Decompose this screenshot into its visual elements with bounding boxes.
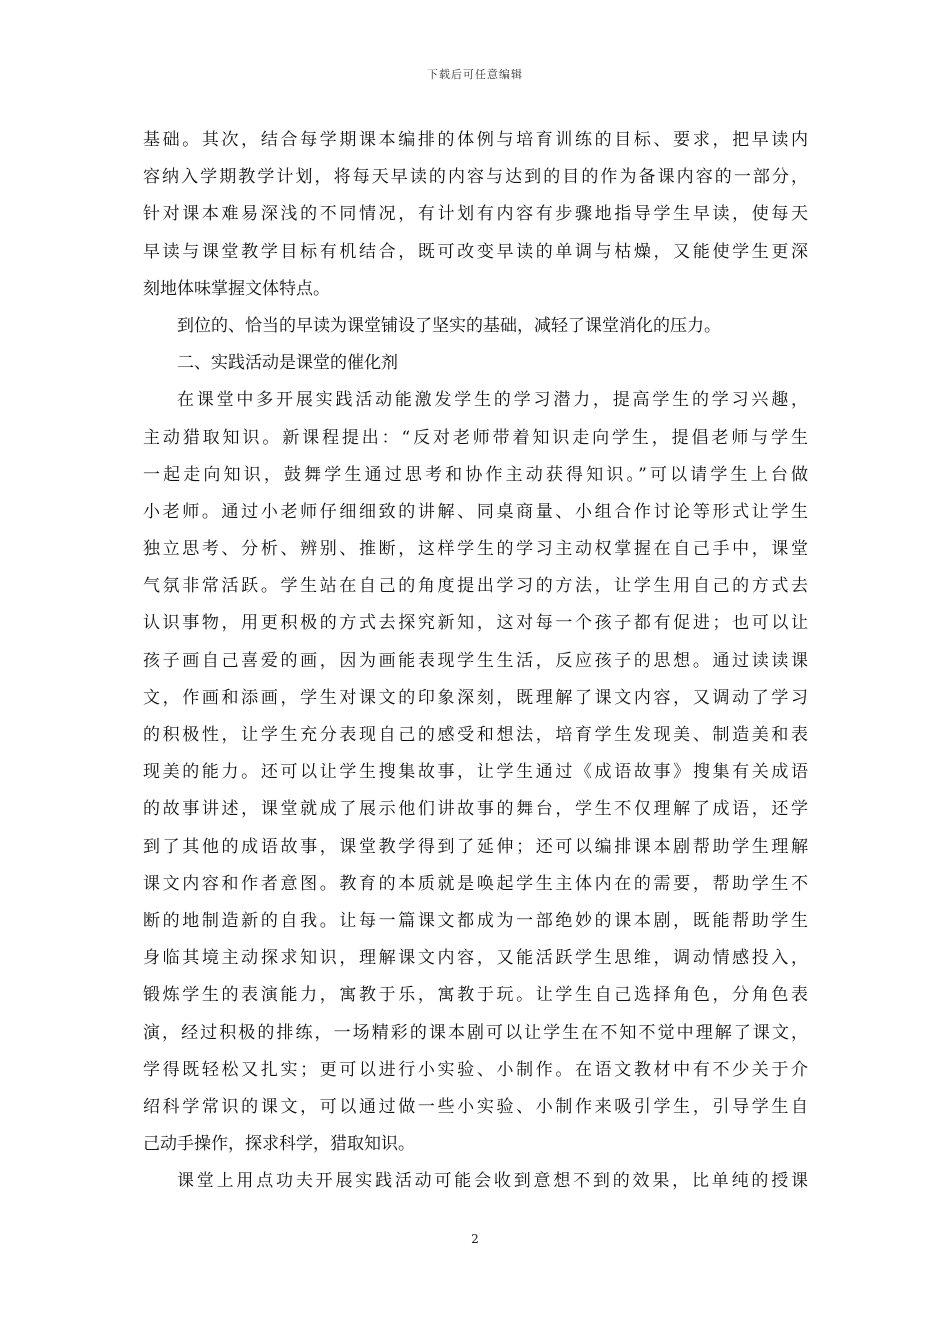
- paragraph-line: 己动手操作，探求科学，猎取知识。: [143, 1134, 415, 1155]
- paragraph-line: 学得既轻松又扎实；更可以进行小实验、小制作。在语文教材中有不少关于介: [143, 1059, 808, 1080]
- paragraph-line: 断的地制造新的自我。让每一篇课文都成为一部绝妙的课本剧，既能帮助学生: [143, 910, 808, 931]
- paragraph-line: 主动猎取知识。新课程提出：“反对老师带着知识走向学生，提倡老师与学生: [143, 427, 808, 448]
- paragraph-line: 的故事讲述，课堂就成了展示他们讲故事的舞台，学生不仅理解了成语，还学: [143, 799, 808, 820]
- paragraph-line: 的积极性，让学生充分表现自己的感受和想法，培育学生发现美、制造美和表: [143, 725, 808, 745]
- paragraph-line: 锻炼学生的表演能力，寓教于乐，寓教于玩。让学生自己选择角色，分角色表: [143, 985, 808, 1006]
- paragraph-line: 容纳入学期教学计划，将每天早读的内容与达到的目的作为备课内容的一部分，: [143, 167, 808, 188]
- paragraph-line: 到位的、恰当的早读为课堂铺设了坚实的基础，减轻了课堂消化的压力。: [177, 315, 721, 336]
- page-number: 2: [471, 1232, 479, 1246]
- paragraph-line: 小老师。通过小老师仔细细致的讲解、同桌商量、小组合作讨论等形式让学生: [143, 501, 808, 522]
- paragraph-line: 早读与课堂教学目标有机结合，既可改变早读的单调与枯燥，又能使学生更深: [143, 241, 808, 262]
- section-heading: 二、实践活动是课堂的催化剂: [177, 353, 398, 374]
- paragraph-line: 独立思考、分析、辨别、推断，这样学生的学习主动权掌握在自己手中，课堂: [143, 539, 808, 560]
- paragraph-line: 基础。其次，结合每学期课本编排的体例与培育训练的目标、要求，把早读内: [143, 130, 808, 150]
- paragraph-line: 在课堂中多开展实践活动能激发学生的学习潜力，提高学生的学习兴趣，: [177, 390, 808, 411]
- paragraph-line: 气氛非常活跃。学生站在自己的角度提出学习的方法，让学生用自己的方式去: [143, 576, 808, 597]
- paragraph-line: 文，作画和添画，学生对课文的印象深刻，既理解了课文内容，又调动了学习: [143, 687, 808, 708]
- paragraph-line: 一起走向知识，鼓舞学生通过思考和协作主动获得知识。”可以请学生上台做: [143, 464, 808, 485]
- paragraph-line: 孩子画自己喜爱的画，因为画能表现学生生活，反应孩子的思想。通过读读课: [143, 650, 808, 671]
- paragraph-line: 演，经过积极的排练，一场精彩的课本剧可以让学生在不知不觉中理解了课文，: [143, 1022, 808, 1043]
- body-text: [143, 122, 808, 1200]
- paragraph-line: 课文内容和作者意图。教育的本质就是唤起学生主体内在的需要，帮助学生不: [143, 873, 808, 894]
- paragraph-line: 刻地体味掌握文体特点。: [143, 278, 330, 299]
- paragraph-line: 现美的能力。还可以让学生搜集故事，让学生通过《成语故事》搜集有关成语: [143, 762, 808, 783]
- paragraph-line: 认识事物，用更积极的方式去探究新知，这对每一个孩子都有促进；也可以让: [143, 613, 808, 634]
- paragraph-line: 身临其境主动探求知识，理解课文内容，又能活跃学生思维，调动情感投入，: [143, 948, 808, 969]
- paragraph-line: 到了其他的成语故事，课堂教学得到了延伸；还可以编排课本剧帮助学生理解: [143, 836, 808, 857]
- paragraph-line: 针对课本难易深浅的不同情况，有计划有内容有步骤地指导学生早读，使每天: [143, 204, 808, 225]
- paragraph-line: 课堂上用点功夫开展实践活动可能会收到意想不到的效果，比单纯的授课: [177, 1171, 808, 1192]
- paragraph-line: 绍科学常识的课文，可以通过做一些小实验、小制作来吸引学生，引导学生自: [143, 1096, 808, 1117]
- page-header: 下载后可任意编辑: [427, 68, 523, 81]
